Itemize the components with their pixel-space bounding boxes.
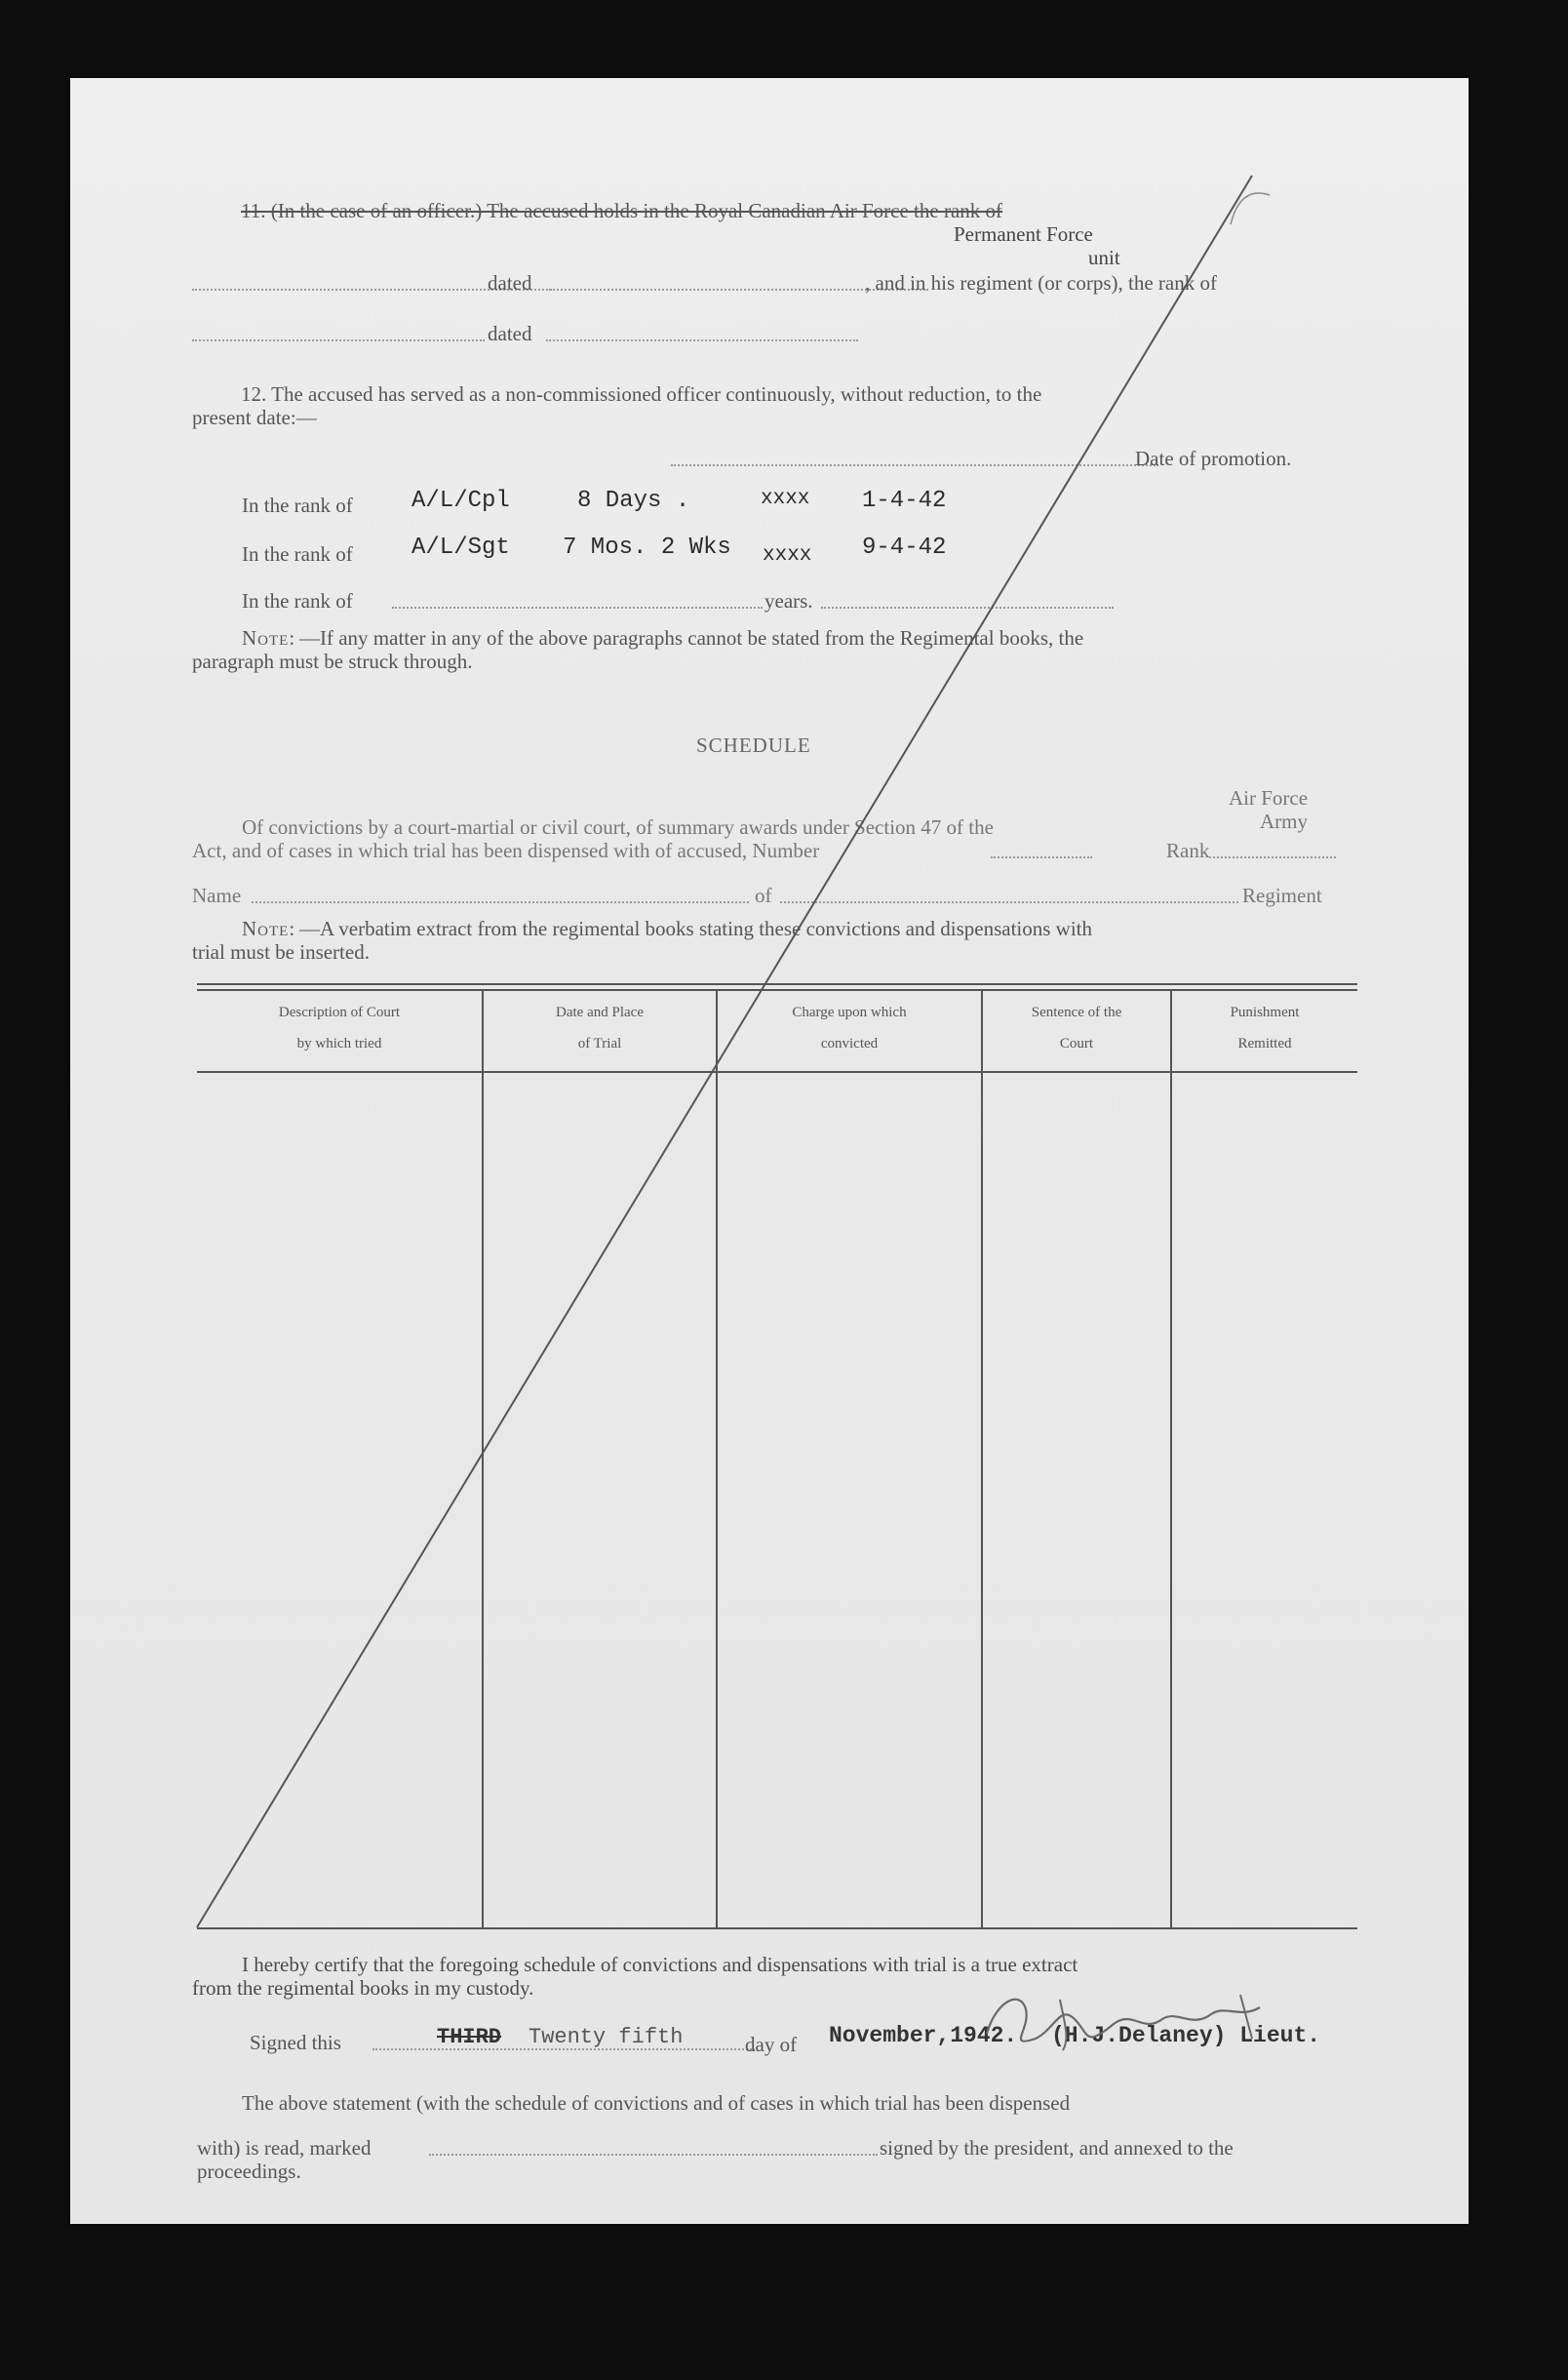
para12-note-line2: paragraph must be struck through. xyxy=(192,650,473,673)
rank-row-1-years-overtype: xxxx xyxy=(761,488,810,510)
para12-line2: present date:— xyxy=(192,406,317,429)
para11-permanent-force: Permanent Force xyxy=(954,222,1093,246)
rank-row-2-rank: A/L/Sgt xyxy=(412,535,510,561)
handwritten-signature xyxy=(967,1980,1321,2058)
schedule-note-label: Note: xyxy=(242,917,296,940)
col-header-punishment-line1: Punishment xyxy=(1230,1005,1300,1020)
col-header-punishment-line2: Remitted xyxy=(1237,1036,1292,1051)
month-year: November,1942. xyxy=(829,2023,1018,2048)
struck-word: THIRD xyxy=(437,2025,502,2049)
col-header-date-place-line1: Date and Place xyxy=(556,1005,644,1020)
schedule-rank: Rank xyxy=(1166,839,1210,862)
day-typed: Twenty fifth xyxy=(529,2025,684,2049)
rank-row-3-years: years. xyxy=(764,589,813,613)
schedule-line1: Of convictions by a court-martial or civil court, of summary awards under Section 47 of the xyxy=(242,815,994,839)
document-page xyxy=(70,78,1469,2224)
rank-row-2-years-overtype: xxxx xyxy=(763,544,812,567)
statement-line2-a: with) is read, marked xyxy=(197,2136,372,2160)
para12-note-label: Note: xyxy=(242,626,296,650)
schedule-note-line1: —A verbatim extract from the regimental books stating these convictions and dispensations with xyxy=(299,917,1092,940)
schedule-army: Army xyxy=(1260,810,1308,833)
schedule-regiment: Regiment xyxy=(1242,884,1322,907)
rank-row-1-label: In the rank of xyxy=(242,494,353,517)
para11-struck-text: 11. (In the case of an officer.) The accused holds in the Royal Canadian Air Force the rank of xyxy=(241,199,1003,222)
rank-row-2-date: 9-4-42 xyxy=(862,535,947,561)
rank-row-1-date: 1-4-42 xyxy=(862,488,947,514)
diagonal-cancellation-line xyxy=(70,78,1469,2224)
schedule-of: of xyxy=(755,884,772,907)
col-header-court-line1: Description of Court xyxy=(278,1005,401,1020)
certificate-line2: from the regimental books in my custody. xyxy=(192,1976,534,2000)
col-header-charge-line2: convicted xyxy=(820,1036,879,1051)
schedule-title: SCHEDULE xyxy=(696,734,811,757)
para12-line1: 12. The accused has served as a non-commissioned officer continuously, without reduction, to the xyxy=(241,382,1042,406)
statement-line1: The above statement (with the schedule of convictions and of cases in which trial has been dispensed xyxy=(242,2091,1071,2115)
para12-date-header: Date of promotion. xyxy=(1135,447,1292,470)
schedule-air-force: Air Force xyxy=(1229,786,1309,810)
schedule-name: Name xyxy=(192,884,242,907)
para11-regiment-text: , and in his regiment (or corps), the rank of xyxy=(865,271,1217,295)
rank-row-3-label: In the rank of xyxy=(242,589,353,613)
schedule-line2: Act, and of cases in which trial has been dispensed with of accused, Number xyxy=(192,839,820,862)
statement-line2-b: signed by the president, and annexed to the xyxy=(880,2136,1234,2160)
schedule-note-line2: trial must be inserted. xyxy=(192,940,370,964)
rank-row-2-label: In the rank of xyxy=(242,542,353,566)
signer-name: (H.J.Delaney) Lieut. xyxy=(1051,2023,1321,2048)
para11-dated-2: dated xyxy=(488,322,532,345)
rank-row-2-duration: 7 Mos. 2 Wks xyxy=(563,535,731,561)
rank-row-1-duration: 8 Days . xyxy=(577,488,690,514)
statement-line3: proceedings. xyxy=(197,2160,301,2183)
col-header-date-place-line2: of Trial xyxy=(577,1036,622,1051)
para11-unit: unit xyxy=(1088,246,1120,269)
signed-this-label: Signed this xyxy=(250,2031,341,2054)
col-header-sentence-line1: Sentence of the xyxy=(1031,1005,1122,1020)
col-header-court-line2: by which tried xyxy=(296,1036,382,1051)
certificate-line1: I hereby certify that the foregoing schedule of convictions and dispensations with trial is a true extract xyxy=(242,1953,1078,1976)
rank-row-1-rank: A/L/Cpl xyxy=(412,488,510,514)
col-header-charge-line1: Charge upon which xyxy=(792,1005,907,1020)
col-header-sentence-line2: Court xyxy=(1059,1036,1094,1051)
para12-note-line1: —If any matter in any of the above paragraphs cannot be stated from the Regimental books, the xyxy=(299,626,1084,650)
para11-dated-1: dated xyxy=(488,271,532,295)
day-of-label: day of xyxy=(745,2033,798,2056)
statement-marked-blank xyxy=(429,2154,878,2156)
